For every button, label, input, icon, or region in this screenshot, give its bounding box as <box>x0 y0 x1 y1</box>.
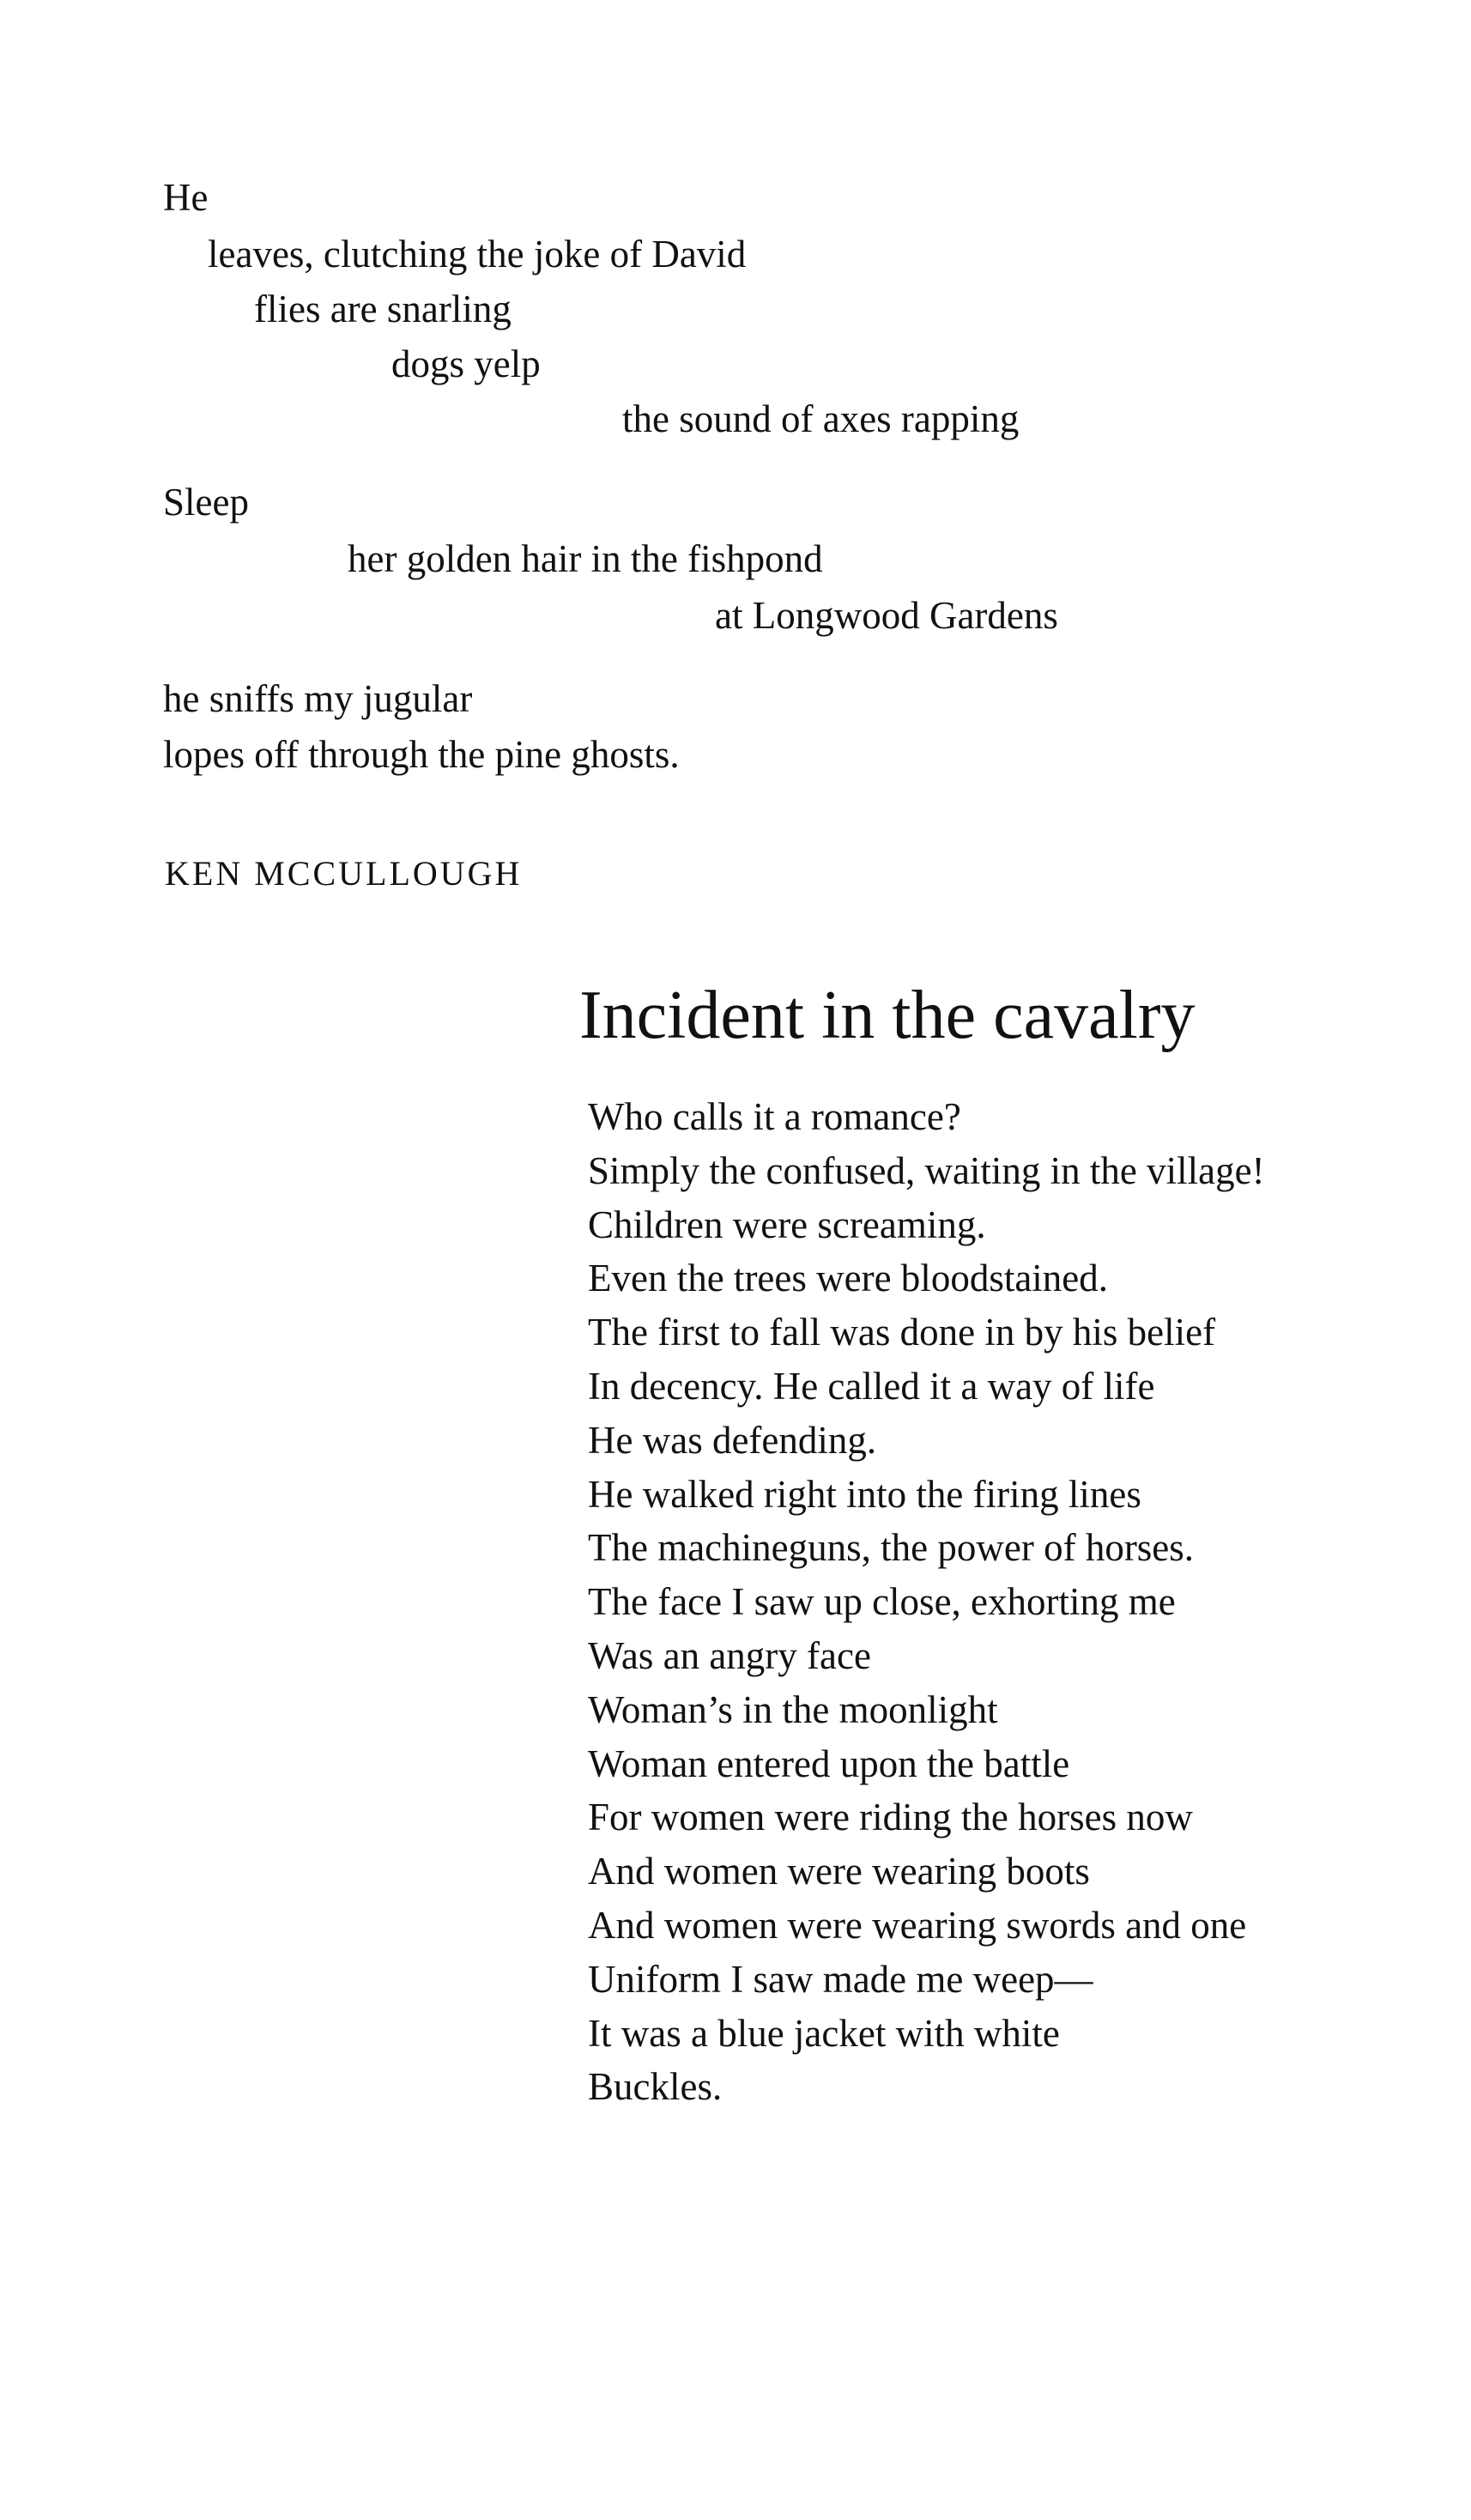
poem-line: at Longwood Gardens <box>715 594 1058 637</box>
poem-line: Woman’s in the moonlight <box>588 1687 998 1731</box>
poem-line: flies are snarling <box>254 288 512 330</box>
poem-line: It was a blue jacket with white <box>588 2011 1060 2055</box>
poem-title: Incident in the cavalry <box>579 978 1196 1053</box>
poem-line: the sound of axes rapping <box>622 397 1020 440</box>
poem-line: Buckles. <box>588 2065 723 2109</box>
author-name: KEN MCCULLOUGH <box>165 854 523 893</box>
poem-line: Who calls it a romance? <box>588 1095 961 1138</box>
poem-line: Uniform I saw made me weep— <box>588 1957 1093 2001</box>
poem-line: Simply the confused, waiting in the village! <box>588 1148 1265 1192</box>
poem-line: lopes off through the pine ghosts. <box>163 733 680 776</box>
poem-line: Was an angry face <box>588 1633 871 1677</box>
poem-body <box>588 1090 1265 2114</box>
poem-line: He was defending. <box>588 1418 877 1462</box>
poem-line: And women were wearing boots <box>588 1850 1090 1893</box>
poem-line: Sleep <box>163 481 249 524</box>
poem-line: Woman entered upon the battle <box>588 1742 1070 1785</box>
poem-line: he sniffs my jugular <box>163 677 473 720</box>
poem-line: And women were wearing swords and one <box>588 1903 1247 1947</box>
poem-line: Children were screaming. <box>588 1202 986 1246</box>
poem-line: The face I saw up close, exhorting me <box>588 1580 1176 1624</box>
poem-line: The machineguns, the power of horses. <box>588 1526 1195 1570</box>
poem-line: Even the trees were bloodstained. <box>588 1257 1109 1300</box>
poem-line: In decency. He called it a way of life <box>588 1364 1155 1408</box>
poem-line: her golden hair in the fishpond <box>348 537 823 580</box>
poem-line: He <box>163 176 209 219</box>
poem-line: He walked right into the firing lines <box>588 1472 1141 1516</box>
poem-line: dogs yelp <box>391 342 541 385</box>
poem-line: leaves, clutching the joke of David <box>208 233 747 276</box>
poem-line: The first to fall was done in by his belief <box>588 1311 1216 1354</box>
poem-line: For women were riding the horses now <box>588 1796 1193 1839</box>
